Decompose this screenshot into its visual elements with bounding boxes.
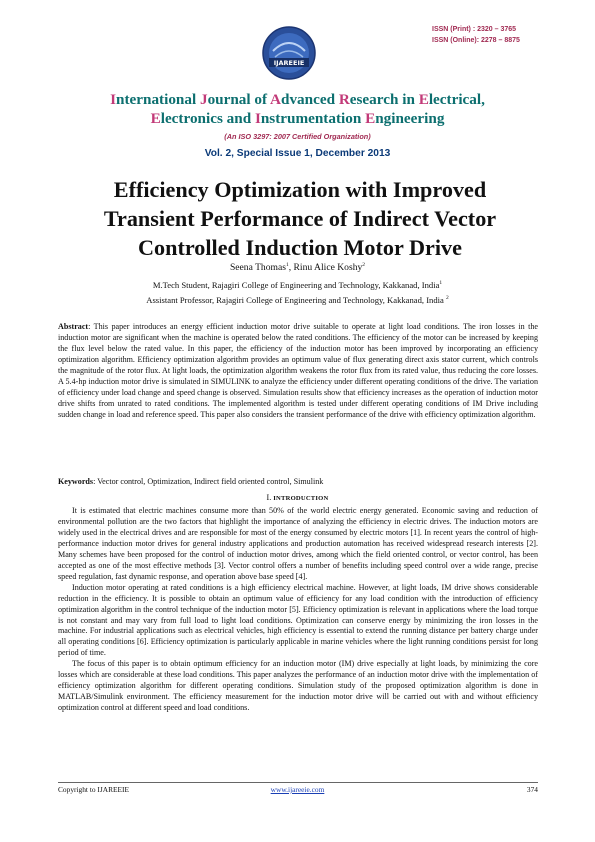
keywords-text: : Vector control, Optimization, Indirect field oriented control, Simulink [93, 477, 324, 486]
abstract-text: : This paper introduces an energy efficient induction motor drive suitable to operate at light load conditions. The iron losses in the induction motor are significant when the machine is operated below the rated conditions. The efficiency of the motor can be increased by keeping the flux level below the rated value. In this paper, the efficiency of the induction motor has been improved by incorporating an efficiency optimization algorithm. Efficiency optimization algorithm provides an optimum value of flux generating direct axis stator current, which controls the magnitude of the rotor flux. At light loads, the optimization algorithm weakens the rotor flux from its rated value, thus reducing the core losses. A 5.4-hp induction motor drive is simulated in SIMULINK to analyze the efficiency under different operating conditions of the drive. The variation of efficiency under load change and speed change is observed. Simulation results show that efficiency increases as the operation of induction motor drive shifts from unrated to rated conditions. The implemented algorithm is tested under different operating conditions of IM Drive including sudden change in load and reference speed. This paper also considers the transient performance of the drive with efficiency optimization algorithm. [58, 322, 538, 419]
title-line: Transient Performance of Indirect Vector [103, 206, 497, 231]
affiliation-text: Assistant Professor, Rajagiri College of Engineering and Technology, Kakkanad, India [146, 295, 446, 305]
journal-word: Instrumentation [254, 110, 366, 127]
affiliation [0, 295, 595, 305]
issn-block [432, 24, 582, 46]
paragraph: Induction motor operating at rated conditions is a high efficiency electrical machine. However, at light loads, IM drive shows considerable reduction in the efficiency. It is possible to obtain an optimum value of efficiency for any load condition with the introduction of efficiency optimization algorithm in the control technique of the induction motor [5]. Efficiency optimization is relevant in applications where the load torque is not constant and may vary from full load to light load conditions. Optimization can conserve energy by minimizing the iron losses in the machine. For industrial applications such as electrical vehicles, high efficiency is essential to extend the running distance per battery charge under all operating conditions [6]. Efficiency optimization is particularly applicable in marine vehicles where the light running conditions persist for long period of time. [58, 582, 538, 658]
page-number: 374 [526, 785, 538, 794]
keywords [58, 477, 538, 486]
author-superscript: 2 [362, 262, 366, 268]
introduction-body [58, 506, 538, 714]
section-number: I. [266, 493, 274, 502]
paragraph: It is estimated that electric machines consume more than 50% of the world electric energy generated. Economic saving and reduction of environmental pollution are the two factors that highlight the importance of analyzing the efficiency in electric drives. The induction motors are widely used in the electrical drives and are responsible for most of the energy consumed by electric motors [1]. In recent years the control of high-performance induction motor drives for general industry applications and production automation has received widespread research interests [2]. Many schemes have been proposed for the control of induction motor drives, among which the field oriented control, or vector control, has been accepted as one of the most effective methods [3]. Vector control offers a number of benefits including speed control over a wide range, precise speed regulation, fast dynamic response, and operation above base speed [4]. [58, 506, 538, 581]
section-title: INTRODUCTION [273, 495, 329, 502]
issn-print: ISSN (Print) : 2320 – 3765 [432, 26, 517, 33]
abstract-label: Abstract [58, 322, 89, 331]
journal-name-line-1 [60, 90, 535, 109]
journal-word: Electrical, [418, 91, 485, 108]
issn-online: ISSN (Online): 2278 – 8875 [432, 37, 520, 44]
author-name: Seena Thomas [229, 262, 286, 273]
author-separator: , [288, 262, 294, 273]
journal-word: Research in [338, 91, 419, 108]
author-name: Rinu Alice Koshy [293, 262, 363, 273]
title-line: Controlled Induction Motor Drive [138, 235, 462, 260]
authors [0, 262, 595, 273]
journal-word: International [110, 91, 200, 108]
paper-title [75, 175, 525, 262]
journal-word: Engineering [365, 110, 445, 127]
affiliation-superscript: 2 [446, 295, 449, 301]
volume-issue: Vol. 2, Special Issue 1, December 2013 [204, 148, 391, 159]
abstract [58, 322, 538, 421]
journal-name [60, 90, 535, 128]
journal-word: Advanced [270, 91, 339, 108]
author-superscript: 1 [285, 262, 289, 268]
affiliation-text: M.Tech Student, Rajagiri College of Engineering and Technology, Kakkanad, India [152, 280, 440, 290]
journal-website-link[interactable]: www.ijareeie.com [270, 785, 325, 794]
section-heading [0, 493, 595, 502]
footer-divider [58, 782, 538, 783]
journal-word: Electronics and [150, 110, 255, 127]
keywords-label: Keywords [58, 477, 94, 486]
logo-text: IJAREEIE [273, 59, 305, 67]
journal-logo-icon [261, 25, 317, 81]
affiliation [0, 280, 595, 290]
footer-url [0, 785, 595, 794]
footer-copyright: Copyright to IJAREEIE [58, 785, 130, 794]
iso-certification: (An ISO 3297: 2007 Certified Organization) [224, 132, 371, 141]
journal-word: Journal of [199, 91, 271, 108]
journal-name-line-2 [60, 109, 535, 128]
title-line: Efficiency Optimization with Improved [113, 177, 487, 202]
paragraph: The focus of this paper is to obtain optimum efficiency for an induction motor (IM) drive especially at light loads, by minimizing the core losses which are considerable at these load conditions. This paper analyzes the performance of an induction motor drive with the implementation of efficiency optimization algorithm for different operating conditions. Simulation study of the proposed optimization algorithm is done in MATLAB/Simulink environment. The efficiency measurement for the induction motor drive will be carried out with and without efficiency optimization control at different speed and load conditions. [58, 659, 538, 713]
affiliation-superscript: 1 [439, 280, 443, 286]
